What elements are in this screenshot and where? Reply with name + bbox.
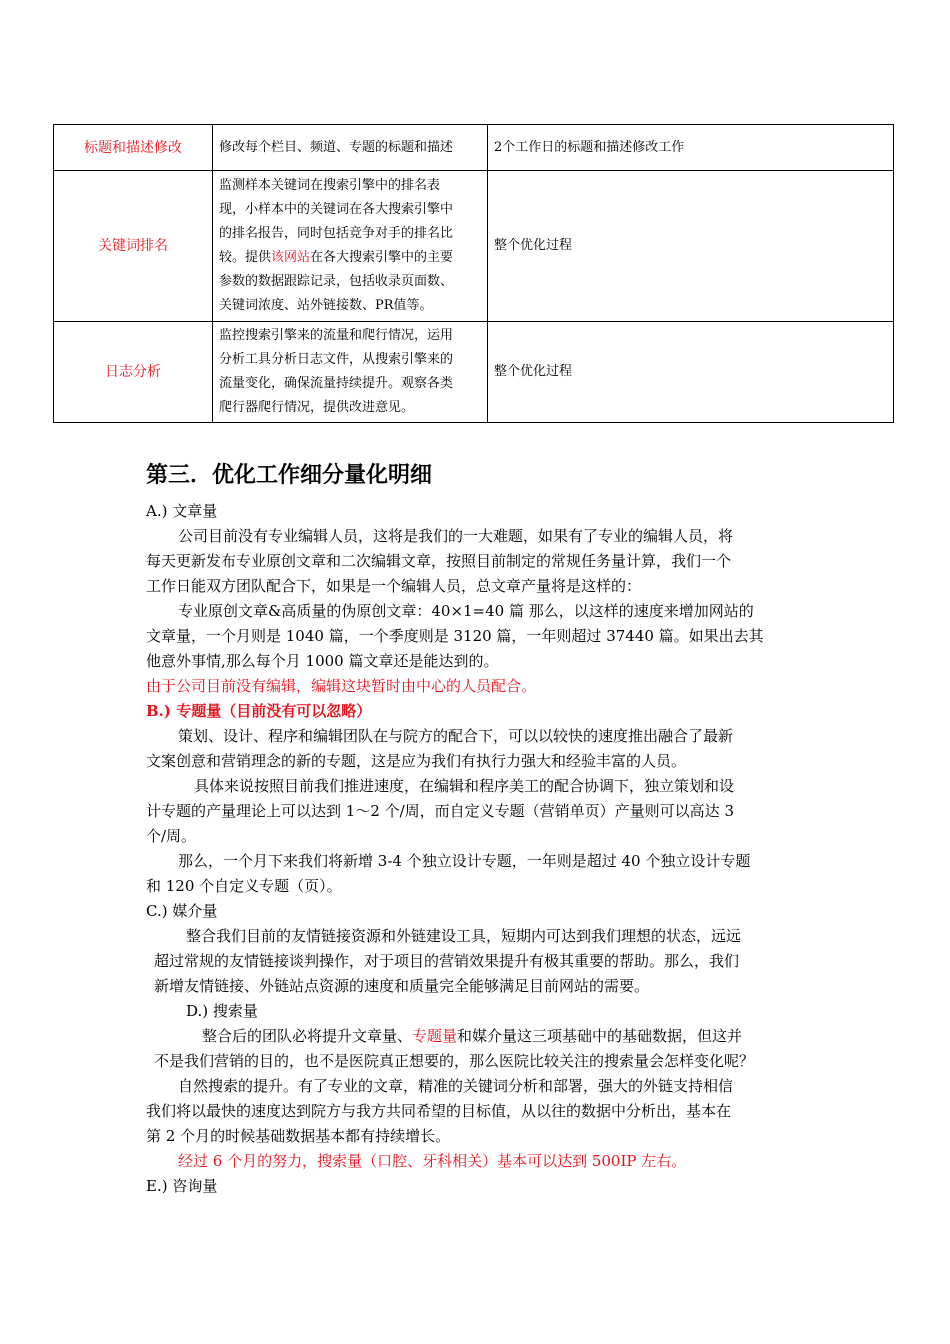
a-paragraph-2: 专业原创文章&高质量的伪原创文章：40×1=40 篇 那么，以这样的速度来增加网站的 文章量，一个月则是 1040 篇，一个季度则是 3120 篇，一年则超过 37440 篇。如果出去其 他意外事情,那么每个月 1000 篇文章还是能达到的。	[146, 602, 764, 670]
task-content-cell: 修改每个栏目、频道、专题的标题和描述	[213, 125, 488, 171]
task-time-cell: 2个工作日的标题和描述修改工作	[488, 125, 894, 171]
table-row	[54, 171, 894, 322]
task-name-cell: 标题和描述修改	[54, 125, 213, 171]
task-content-cell: 监控搜索引擎来的流量和爬行情况，运用 分析工具分析日志文件，从搜索引擎来的 流量变化，确保流量持续提升。观察各类 爬行器爬行情况，提供改进意见。	[213, 322, 488, 423]
site-highlight: 该网站	[271, 250, 311, 265]
c-paragraph-1: 整合我们目前的友情链接资源和外链建设工具，短期内可达到我们理想的状态，远远 超过常规的友情链接谈判操作，对于项目的营销效果提升有极其重要的帮助。那么，我们 新增友情链接、外链站点资源的速度和质量完全能够满足目前网站的需要。	[154, 927, 742, 995]
b-paragraph-2: 具体来说按照目前我们推进速度，在编辑和程序美工的配合协调下，独立策划和设 计专题的产量理论上可以达到 1～2 个/周，而自定义专题（营销单页）产量则可以高达 3 个/周。	[146, 777, 735, 845]
d-note: 经过 6 个月的努力，搜索量（口腔、牙科相关）基本可以达到 500IP 左右。	[178, 1152, 687, 1170]
task-name-cell: 关键词排名	[54, 171, 213, 322]
d-paragraph-1: 整合后的团队必将提升文章量、专题量和媒介量这三项基础中的基础数据，但这并 不是我们营销的目的，也不是医院真正想要的，那么医院比较关注的搜索量会怎样变化呢？	[154, 1027, 755, 1070]
d-label: D.) 搜索量	[186, 1002, 258, 1020]
b-label: B.) 专题量（目前没有可以忽略）	[146, 702, 372, 720]
task-time-cell: 整个优化过程	[488, 322, 894, 423]
a-label: A.) 文章量	[146, 502, 218, 520]
d-paragraph-2: 自然搜索的提升。有了专业的文章，精准的关键词分析和部署，强大的外链支持相信 我们将以最快的速度达到院方与我方共同希望的目标值，从以往的数据中分析出，基本在 第 2 个月的时候基础数据基本都有持续增长。	[146, 1077, 734, 1145]
task-content-cell: 监测样本关键词在搜索引擎中的排名表 现，小样本中的关键词在各大搜索引擎中 的排名报告，同时包括竞争对手的排名比 较。提供该网站在各大搜索引擎中的主要 参数的数据跟踪记录，包括收录页面数、 关键词浓度、站外链接数、PR值等。	[213, 171, 488, 322]
table-row	[54, 322, 894, 423]
b-paragraph-3: 那么，一个月下来我们将新增 3-4 个独立设计专题，一年则是超过 40 个独立设计专题 和 120 个自定义专题（页）。	[146, 852, 751, 895]
a-paragraph-1: 公司目前没有专业编辑人员，这将是我们的一大难题，如果有了专业的编辑人员，将 每天更新发布专业原创文章和二次编辑文章，按照目前制定的常规任务量计算，我们一个 工作日能双方团队配合下，如果是一个编辑人员，总文章产量将是这样的：	[146, 527, 734, 595]
b-paragraph-1: 策划、设计、程序和编辑团队在与院方的配合下，可以以较快的速度推出融合了最新 文案创意和营销理念的新的专题，这是应为我们有执行力强大和经验丰富的人员。	[146, 727, 734, 770]
task-time-cell: 整个优化过程	[488, 171, 894, 322]
task-name-cell: 日志分析	[54, 322, 213, 423]
c-label: C.) 媒介量	[146, 902, 218, 920]
topic-highlight: 专题量	[412, 1027, 458, 1045]
e-label: E.) 咨询量	[146, 1177, 218, 1195]
section-title: 第三．优化工作细分量化明细	[146, 463, 433, 488]
table-row	[54, 125, 894, 171]
a-note: 由于公司目前没有编辑，编辑这块暂时由中心的人员配合。	[146, 677, 537, 695]
seo-task-table	[53, 124, 894, 423]
